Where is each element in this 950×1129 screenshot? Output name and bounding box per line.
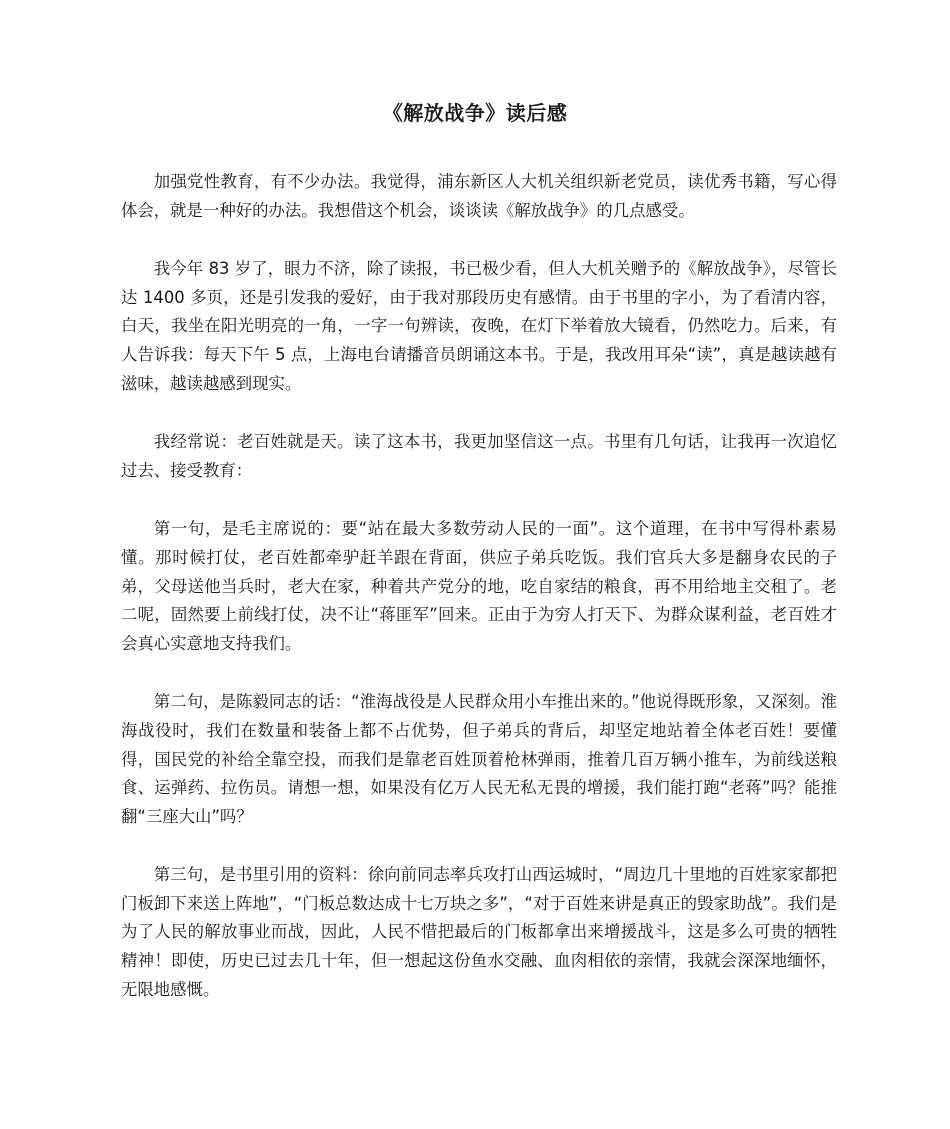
- document-title: 《解放战争》读后感: [382, 101, 568, 125]
- paragraph-5: 第二句，是陈毅同志的话：“淮海战役是人民群众用小车推出来的。”他说得既形象，又深刻。淮海战役时，我们在数量和装备上都不占优势，但子弟兵的背后，却坚定地站着全体老百姓！要懂得，国民党的补给全靠空投，而我们是靠老百姓顶着枪林弹雨，推着几百万辆小推车，为前线送粮食、运弹药、拉伤员。请想一想，如果没有亿万人民无私无畏的增援，我们能打跑“老蒋”吗？能推翻“三座大山”吗？: [121, 692, 837, 826]
- paragraph-1: 加强党性教育，有不少办法。我觉得，浦东新区人大机关组织新老党员，读优秀书籍，写心得体会，就是一种好的办法。我想借这个机会，谈谈读《解放战争》的几点感受。: [121, 172, 837, 220]
- paragraph-4: 第一句，是毛主席说的：要“站在最大多数劳动人民的一面”。这个道理，在书中写得朴素易懂。那时候打仗，老百姓都牵驴赶羊跟在背面，供应子弟兵吃饭。我们官兵大多是翻身农民的子弟，父母送他当兵时，老大在家，种着共产党分的地，吃自家结的粮食，再不用给地主交租了。老二呢，固然要上前线打仗，决不让“蒋匪军”回来。正由于为穷人打天下、为群众谋利益，老百姓才会真心实意地支持我们。: [121, 519, 837, 653]
- document-body: [121, 168, 837, 1034]
- paragraph-2: 我今年 83 岁了，眼力不济，除了读报，书已极少看，但人大机关赠予的《解放战争》，尽管长达 1400 多页，还是引发我的爱好，由于我对那段历史有感情。由于书里的字小，为了看清内容，白天，我坐在阳光明亮的一角，一字一句辨读，夜晚，在灯下举着放大镜看，仍然吃力。后来，有人告诉我：每天下午 5 点，上海电台请播音员朗诵这本书。于是，我改用耳朵“读”，真是越读越有滋味，越读越感到现实。: [121, 259, 837, 393]
- paragraph-6: 第三句，是书里引用的资料：徐向前同志率兵攻打山西运城时，“周边几十里地的百姓家家都把门板卸下来送上阵地”，“门板总数达成十七万块之多”，“对于百姓来讲是真正的毁家助战”。我们是为了人民的解放事业而战，因此，人民不惜把最后的门板都拿出来增援战斗，这是多么可贵的牺牲精神！即使，历史已过去几十年，但一想起这份鱼水交融、血肉相依的亲情，我就会深深地缅怀，无限地感慨。: [121, 865, 837, 999]
- paragraph-3: 我经常说：老百姓就是天。读了这本书，我更加坚信这一点。书里有几句话，让我再一次追忆过去、接受教育：: [121, 432, 837, 480]
